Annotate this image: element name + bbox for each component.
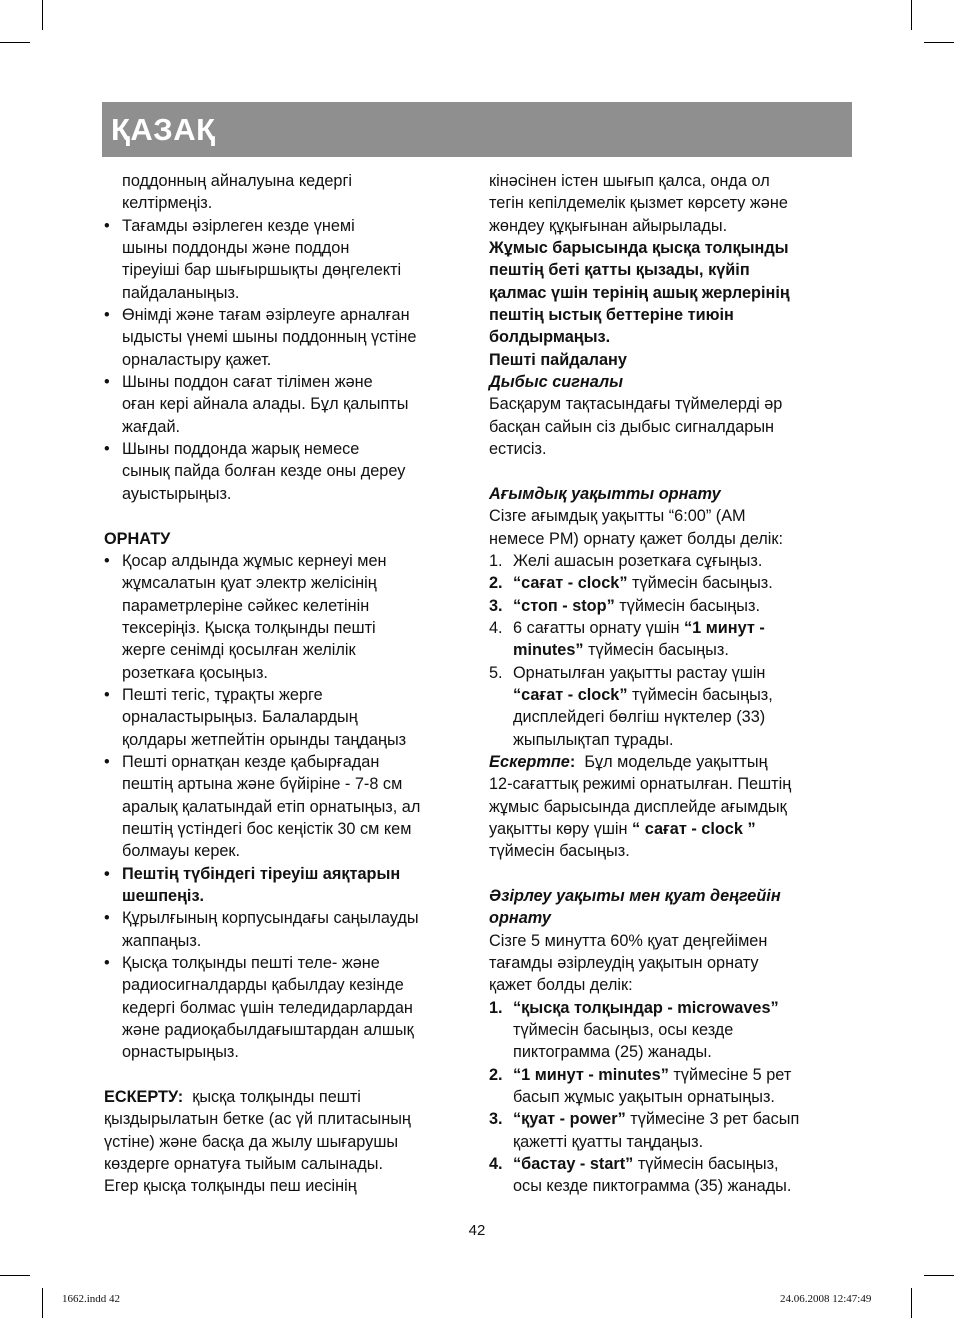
right-column [489,170,845,1198]
text-line: басқан сайын сіз дыбыс сигналдарын [489,417,775,436]
text-line: 12-сағаттық режимі орнатылған. Пештің [489,775,792,794]
text-line: пештің ыстық беттеріне тиюін [489,306,734,325]
bullet-item: • Шыны поддон сағат тілімен және оған кері айнала алады. Бұл қалыпты жағдай. [104,373,409,436]
numbered-list [489,550,845,751]
sound-text [489,393,845,460]
crop-mark [911,1288,912,1318]
list-item: 2. “сағат - clock” түймесін басыңыз. [489,574,773,593]
text-line: немесе PM) орнату қажет болды делік: [489,529,784,548]
subsection-title [489,885,845,930]
note-label: Ескертпе [489,752,570,771]
bullet-mark: • [104,551,110,570]
text-line: естисіз. [489,440,547,459]
section-title: ОРНАТУ [104,529,171,548]
list-item: 4. “бастау - start” түймесін басыңыз, осы кезде пиктограмма (35) жанады. [489,1155,792,1196]
text-line: тегін кепілдемелік қызмет көрсету және [489,194,788,213]
list-item: 3. “қуат - power” түймесіне 3 рет басып қажетті қуатты таңдаңыз. [489,1110,800,1151]
text-line: жөндеу құқығынан айырылады. [489,216,728,235]
language-header: ҚАЗАҚ [102,102,852,157]
text-line: орнату [489,909,551,928]
bullet-mark: • [104,954,110,973]
text-line: жұмыс барысында дисплейде ағымдық [489,797,787,816]
bullet-item: • Қысқа толқынды пешті теле- және радиосигналдарды қабылдау кезінде кедергі болмас үшін теледидарлардан және радиоқабылдағыштардан алшық орнастырыңыз. [104,954,414,1062]
text-line: қажет болды делік: [489,976,633,995]
continuation-text [489,170,845,237]
text-line: Сізге 5 минутта 60% қуат деңгейімен [489,931,768,950]
page-number: 42 [468,1222,486,1239]
text-line: қыздырылатын бетке (ас үй плитасының [104,1110,411,1129]
footer-datetime: 24.06.2008 12:47:49 [780,1293,872,1305]
text-line: болдырмаңыз. [489,328,611,347]
bullet-mark: • [104,909,110,928]
text-line: поддонның айналуына кедергі [122,172,353,190]
subsection-title: Ағымдық уақытты орнату [489,484,721,503]
continuation-text [104,170,466,215]
text-line: кінәсінен істен шығып қалса, онда ол [489,172,770,190]
crop-mark [42,1288,43,1318]
crop-mark [924,1275,954,1276]
crop-mark [0,42,30,43]
bullet-list [104,907,466,1063]
bullet-item: • Пешті орнатқан кезде қабырғадан пештің артына және бүйіріне - 7-8 см аралық қалатындай етіп орнатыңыз, ал пештің үстіндегі бос кеңістік 30 см кем болмауы керек. [104,752,421,861]
intro-text [489,930,845,997]
bold-bullet-item: • Пештің түбіндегі тіреуіш аяқтарын шешпеңіз. [104,864,401,905]
crop-mark [911,0,912,30]
bullet-mark: • [104,306,110,325]
crop-mark [42,0,43,30]
bullet-list [104,550,466,863]
bullet-mark: • [104,685,110,704]
crop-mark [924,42,954,43]
subsection-title: Дыбыс сигналы [489,373,624,392]
list-item: 4. 6 сағатты орнату үшін “1 минут - minutes” түймесін басыңыз. [489,618,765,660]
section-title: Пешті пайдалану [489,350,627,369]
bullet-mark: • [104,752,110,771]
clock-note: Ескертпе: Бұл модельде уақыттың 12-сағаттық режимі орнатылған. Пештің жұмыс барысында дисплейде ағымдық уақытты көру үшін “ сағат - clock ” түймесін басыңыз. [489,751,845,863]
bullet-item: • Пешті тегіс, тұрақты жерге орналастырыңыз. Балалардың қолдары жетпейтін орынды таңдаңыз [104,685,407,749]
bullet-list [104,215,466,505]
bullet-mark: • [104,440,110,459]
intro-text [489,505,845,550]
text-line: Әзірлеу уақыты мен қуат деңгейін [489,887,781,905]
text-line: қалмас үшін терінің ашық жерлерінің [489,283,790,302]
list-item: 2. “1 минут - minutes” түймесіне 5 рет басып жұмыс уақытын орнатыңыз. [489,1065,792,1107]
text-line: көздерге орнатуға тыйым салынады. [104,1155,383,1174]
list-item: 1. “қысқа толқындар - microwaves” түймесін басыңыз, осы кезде пиктограмма (25) жанады. [489,998,779,1062]
safety-warning [489,237,845,349]
bullet-mark: • [104,216,110,235]
text-line: келтірмеңіз. [122,194,213,213]
bullet-mark: • [104,864,110,883]
text-line: Жұмыс барысында қысқа толқынды [489,239,789,258]
list-item: 5. Орнатылған уақытты растау үшін “сағат - clock” түймесін басыңыз, дисплейдегі бөлгіш нүктелер (33) жыпылықтап тұрады. [489,663,773,749]
text-line: Сізге ағымдық уақытты “6:00” (AM [489,507,746,526]
numbered-list [489,997,845,1198]
text-line: Егер қысқа толқынды пеш иесінің [104,1177,357,1196]
footer-filename: 1662.indd 42 [62,1293,121,1305]
text-line: үстіне) және басқа да жылу шығарушы [104,1132,399,1151]
text-line: Басқарум тақтасындағы түймелерді әр [489,395,783,414]
note-label: ЕСКЕРТУ: [104,1088,184,1107]
bullet-item: • Қосар алдында жұмыс кернеуі мен жұмсалатын қуат электр желісінің параметрлеріне сәйкес келетінін тексеріңіз. Қысқа толқынды пешті жерге сенімді қосылған желілік розеткаға қосыңыз. [104,551,387,682]
bullet-item: • Шыны поддонда жарық немесе сынық пайда болған кезде оны дереу ауыстырыңыз. [104,440,406,503]
bullet-item: • Құрылғының корпусындағы саңылауды жаппаңыз. [104,909,419,950]
text-line: тағамды әзірлеудің уақытын орнату [489,954,759,973]
list-item: 3. “стоп - stop” түймесін басыңыз. [489,596,760,615]
left-column [104,170,466,1198]
text-line: пештің беті қатты қызады, күйіп [489,261,750,280]
warning-note: ЕСКЕРТУ: қысқа толқынды пешті қыздырылатын бетке (ас үй плитасының үстіне) және басқа да жылу шығарушы көздерге орнатуға тыйым салынады. Егер қысқа толқынды пеш иесінің [104,1086,466,1198]
list-item: 1. Желі ашасын розеткаға сұғыңыз. [489,551,763,570]
bullet-item: • Өнімді және тағам әзірлеуге арналған ыдысты үнемі шыны поддонның үстіне орналастыру қажет. [104,306,417,369]
crop-mark [0,1275,30,1276]
bullet-item: • Тағамды әзірлеген кезде үнемі шыны поддонды және поддон тіреуіші бар шығыршықты дөңгелекті пайдаланыңыз. [104,216,402,302]
bullet-mark: • [104,373,110,392]
